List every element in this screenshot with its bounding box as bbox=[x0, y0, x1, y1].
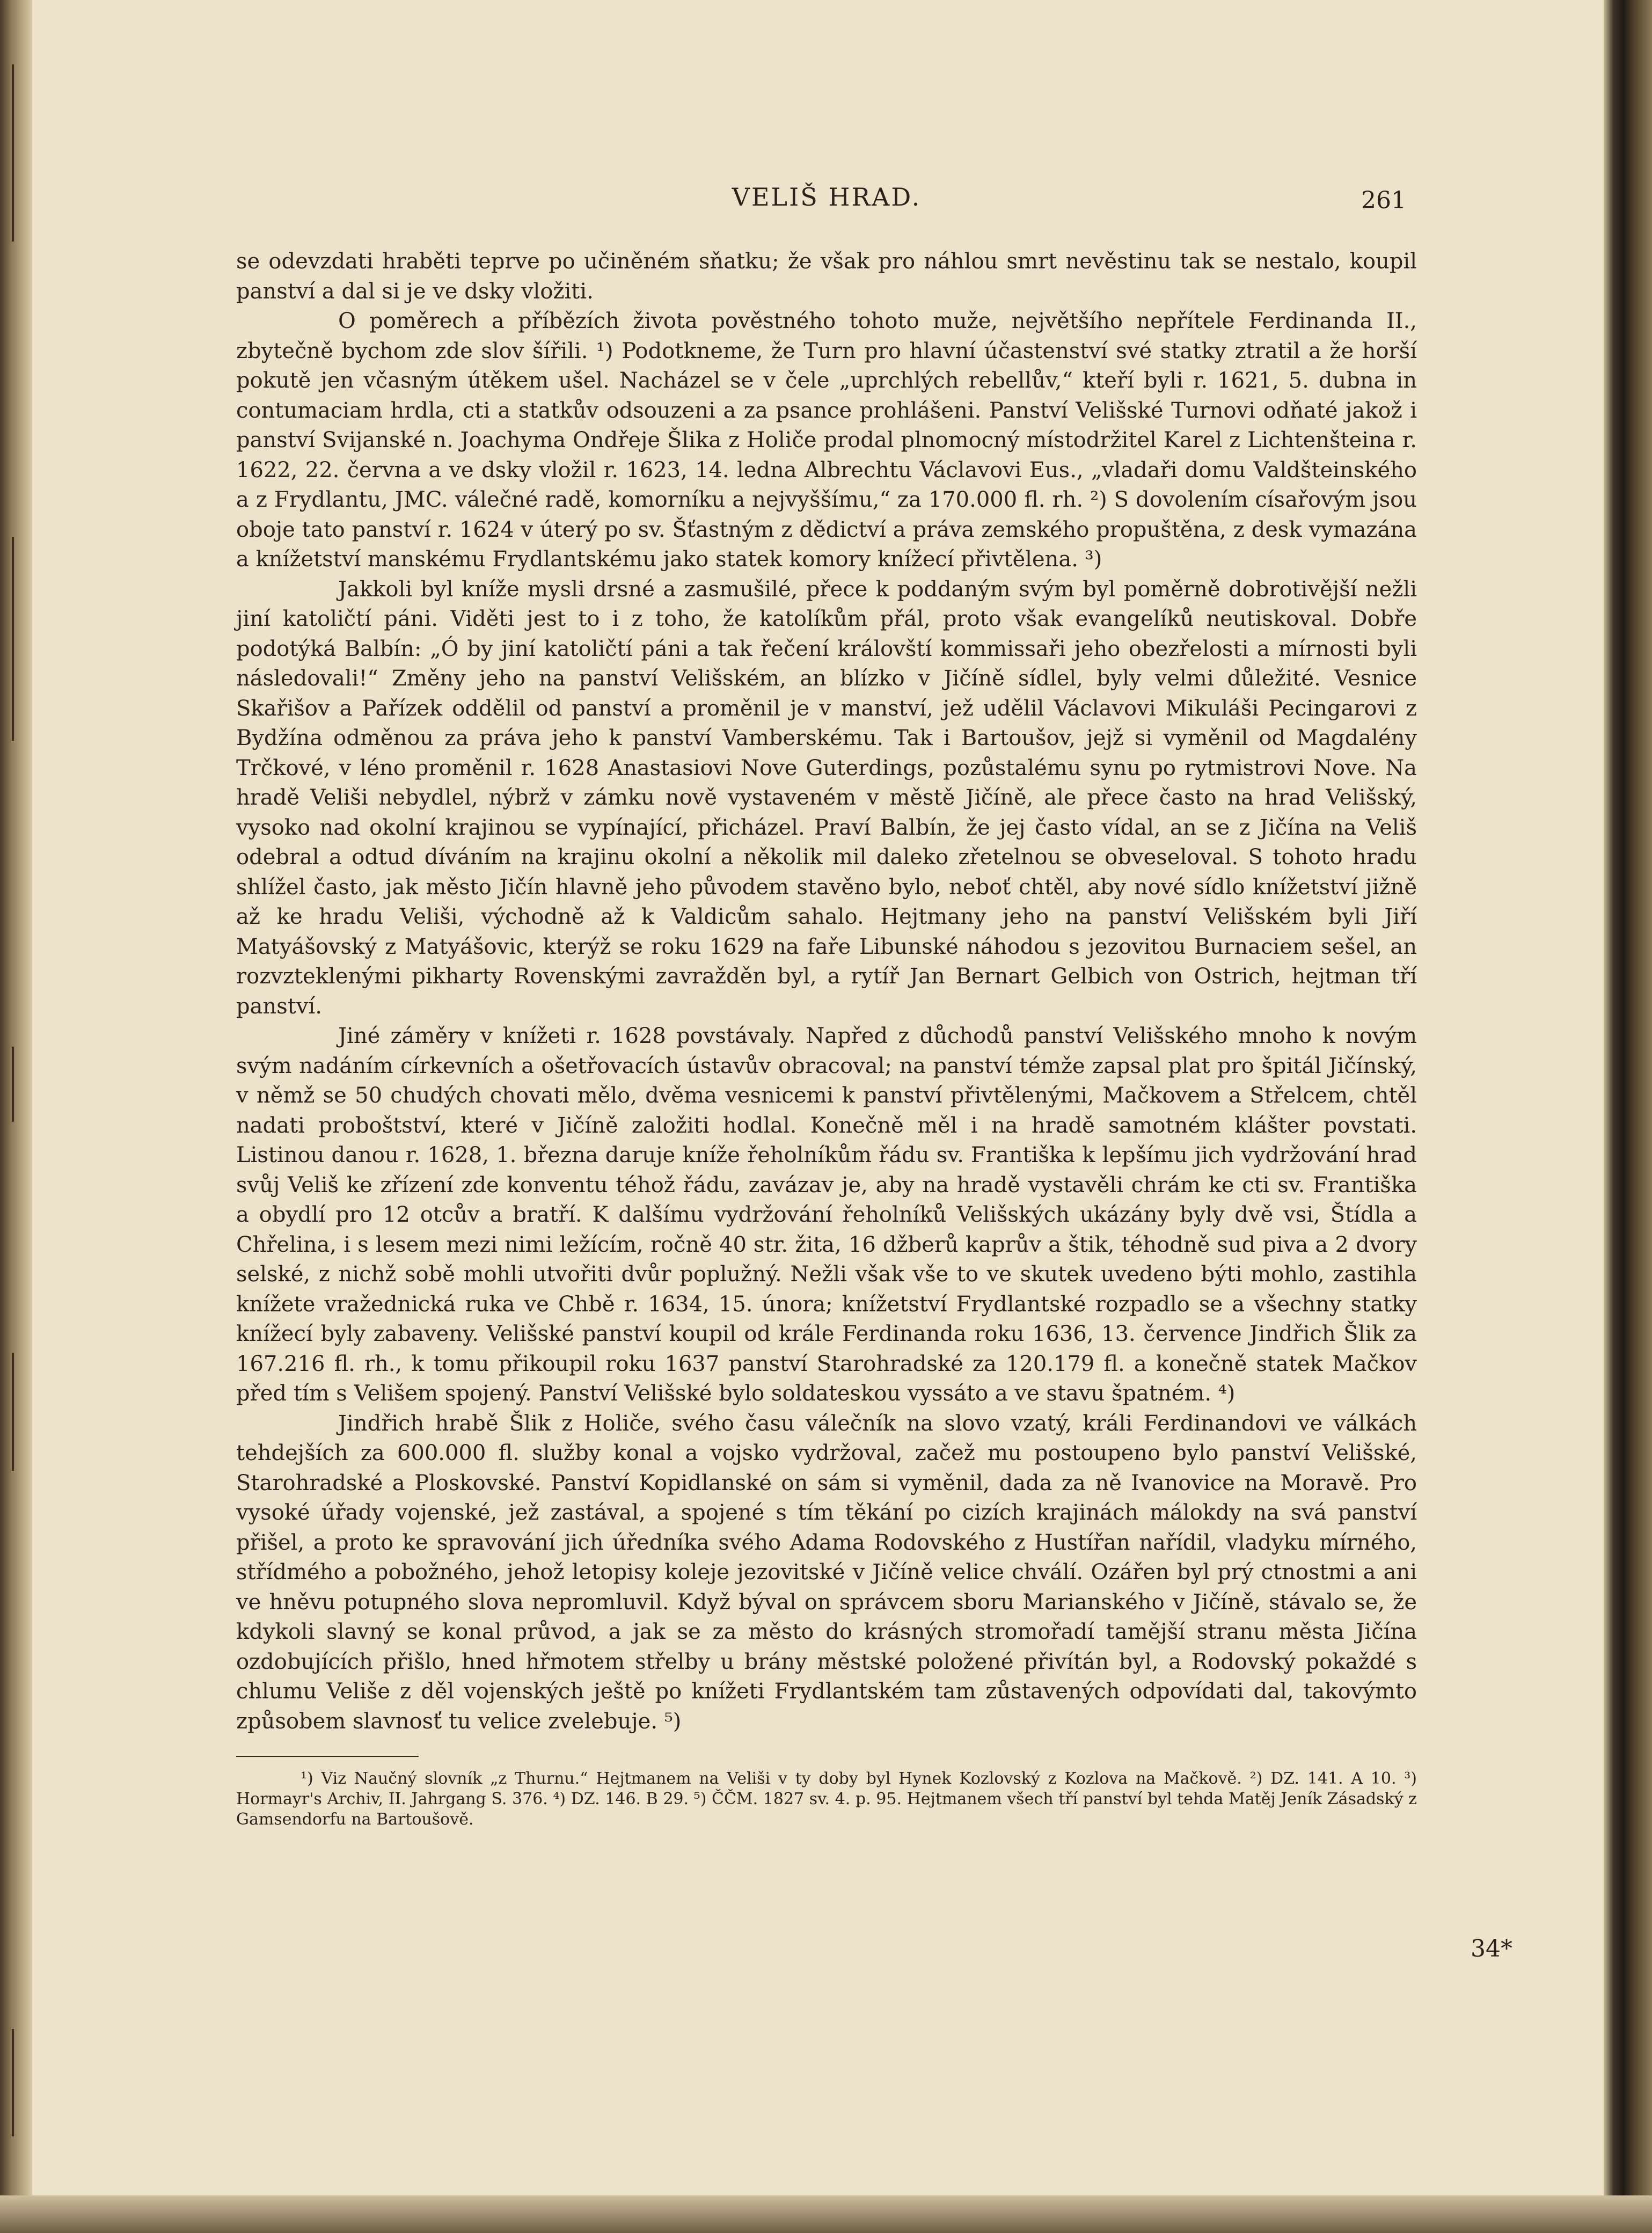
binding-shadow bbox=[0, 0, 32, 2233]
footnote-text: ¹) Viz Naučný slovník „z Thurnu.“ Hejtmanem na Veliši v ty doby byl Hynek Kozlovský z Kozlova na Mačkově. ²) DZ. 141. A 10. ³) Hormayr's Archiv, II. Jahrgang S. 376. ⁴) DZ. 146. B 29. ⁵) ČČM. 1827 sv. 4. p. 95. Hejtmanem všech tří panství byl tehda Matěj Jeník Zásadský z Gamsendorfu na Bartoušově. bbox=[236, 1769, 1417, 1829]
spine-mark bbox=[12, 2029, 14, 2136]
paragraph: Jindřich hrabě Šlik z Holiče, svého času válečník na slovo vzatý, králi Ferdinandovi ve válkách tehdejších za 600.000 fl. služby konal a vojsko vydržoval, začež mu postoupeno bylo panství Velišské, Starohradské a Ploskovské. Panství Kopidlanské on sám si vyměnil, dada za ně Ivanovice na Moravě. Pro vysoké úřady vojenské, jež zastával, a spojené s tím těkání po cizích krajinách málokdy na svá panství přišel, a proto ke spravování jich úředníka svého Adama Rodovského z Hustířan nařídil, vladyku mírného, střídmého a pobožného, jehož letopisy koleje jezovitské v Jičíně velice chválí. Ozářen byl prý ctnostmi a ani ve hněvu potupného slova nepromluvil. Když býval on správcem sboru Marianského v Jičíně, stávalo se, že kdykoli slavný se konal průvod, a jak se za město do krásných stromořadí tamější stranu města Jičína ozdobujících přišlo, hned hřmotem střelby u brány městské položené přivítán byl, a Rodovský pokaždé s chlumu Veliše z děl vojenských ještě po knížeti Frydlantském tam zůstavených odpovídati dal, takovýmto způsobem slavnosť tu velice zvelebuje. ⁵) bbox=[236, 1411, 1417, 1734]
page-edge-bottom bbox=[0, 2195, 1652, 2233]
spine-mark bbox=[12, 64, 14, 242]
page-number: 261 bbox=[1361, 187, 1406, 214]
paragraph: Jiné záměry v knížeti r. 1628 povstávaly. Napřed z důchodů panství Velišského mnoho k novým svým nadáním církevních a ošetřovacích ústavův obracoval; na panství témže zapsal plat pro špitál Jičínský, v němž se 50 chudých chovati mělo, dvěma vesnicemi k panství přivtělenými, Mačkovem a Střelcem, chtěl nadati proboštství, které v Jičíně založiti hodlal. Konečně měl i na hradě samotném klášter povstati. Listinou danou r. 1628, 1. března daruje kníže řeholníkům řádu sv. Františka k lepšímu jich vydržování hrad svůj Veliš ke zřízení zde konventu téhož řádu, zavázav je, aby na hradě vystavěli chrám ke cti sv. Františka a obydlí pro 12 otcův a bratří. K dalšímu vydržování řeholníků Velišských ukázány byly dvě vsi, Štídla a Chřelina, i s lesem mezi nimi ležícím, ročně 40 str. žita, 16 džberů kaprův a štik, téhodně sud piva a 2 dvory selské, z nichž sobě mohli utvořiti dvůr poplužný. Nežli však vše to ve skutek uvedeno býti mohlo, zastihla knížete vražednická ruka ve Chbě r. 1634, 15. února; knížetství Frydlantské rozpadlo se a všechny statky knížecí byly zabaveny. Velišské panství koupil od krále Ferdinanda roku 1636, 13. července Jindřich Šlik za 167.216 fl. rh., k tomu přikoupil roku 1637 panství Starohradské za 120.179 fl. a konečně statek Mačkov před tím s Velišem spojený. Panství Velišské bylo soldateskou vyssáto a ve stavu špatném. ⁴) bbox=[236, 1024, 1417, 1406]
footnote-divider bbox=[236, 1756, 419, 1757]
spine-mark bbox=[12, 1353, 14, 1471]
footnotes bbox=[236, 1769, 1417, 1830]
page-edge-right bbox=[1604, 0, 1652, 2233]
book-page bbox=[236, 183, 1417, 1830]
body-text bbox=[236, 247, 1417, 1736]
paragraph: se odevzdati hraběti teprve po učiněném sňatku; že však pro náhlou smrt nevěstinu tak se nestalo, koupil panství a dal si je ve dsky vložiti. bbox=[236, 249, 1417, 304]
paragraph: Jakkoli byl kníže mysli drsné a zasmušilé, přece k poddaným svým byl poměrně dobrotivější nežli jiní katoličtí páni. Viděti jest to i z toho, že katolíkům přál, proto však evangelíků neutiskoval. Dobře podotýká Balbín: „Ó by jiní katoličtí páni a tak řečení královští kommissaři jeho obezřelosti a mírnosti byli následovali!“ Změny jeho na panství Velišském, an blízko v Jičíně sídlel, byly velmi důležité. Vesnice Skařišov a Pařízek oddělil od panství a proměnil je v manství, jež udělil Václavovi Mikuláši Pecingarovi z Bydžína odměnou za práva jeho k panství Vamberskému. Tak i Bartoušov, jejž si vyměnil od Magdalény Trčkové, v léno proměnil r. 1628 Anastasiovi Nove Guterdings, pozůstalému synu po rytmistrovi Nove. Na hradě Veliši nebydlel, nýbrž v zámku nově vystaveném v městě Jičíně, ale přece často na hrad Velišský, vysoko nad okolní krajinou se vypínající, přicházel. Praví Balbín, že jej často vídal, an se z Jičína na Veliš odebral a odtud díváním na krajinu okolní a několik mil daleko zřetelnou se obveseloval. S tohoto hradu shlížel často, jak město Jičín hlavně jeho původem stavěno bylo, neboť chtěl, aby nové sídlo knížetství jižně až ke hradu Veliši, východně až k Valdicům sahalo. Hejtmany jeho na panství Velišském byli Jiří Matyášovský z Matyášovic, kterýž se roku 1629 na faře Libunské náhodou s jezovitou Burnaciem sešel, an rozvzteklenými pikharty Rovenskými zavražděn byl, a rytíř Jan Bernart Gelbich von Ostrich, hejtman tří panství. bbox=[236, 577, 1417, 1019]
running-title: VELIŠ HRAD. bbox=[732, 183, 922, 211]
spine-mark bbox=[12, 537, 14, 741]
running-head bbox=[236, 183, 1417, 225]
spine-mark bbox=[12, 1047, 14, 1122]
signature-mark: 34* bbox=[1471, 1935, 1512, 1962]
paragraph: O poměrech a příbězích života pověstného tohoto muže, největšího nepřítele Ferdinanda II., zbytečně bychom zde slov šířili. ¹) Podotkneme, že Turn pro hlavní účastenství své statky ztratil a že horší pokutě jen včasným útěkem ušel. Nacházel se v čele „uprchlých rebellův,“ kteří byli r. 1621, 5. dubna in contumaciam hrdla, cti a statkův odsouzeni a za psance prohlášeni. Panství Velišské Turnovi odňaté jakož i panství Svijanské n. Joachyma Ondřeje Šlika z Holiče prodal plnomocný místodržitel Karel z Lichtenšteina r. 1622, 22. června a ve dsky vložil r. 1623, 14. ledna Albrechtu Václavovi Eus., „vladaři domu Valdšteinského a z Frydlantu, JMC. válečné radě, komorníku a nejvyššímu,“ za 170.000 fl. rh. ²) S dovolením císařovým jsou oboje tato panství r. 1624 v úterý po sv. Šťastným z dědictví a práva zemského propuštěna, z desk vymazána a knížetství manskému Frydlantskému jako statek komory knížecí přivtělena. ³) bbox=[236, 309, 1417, 572]
